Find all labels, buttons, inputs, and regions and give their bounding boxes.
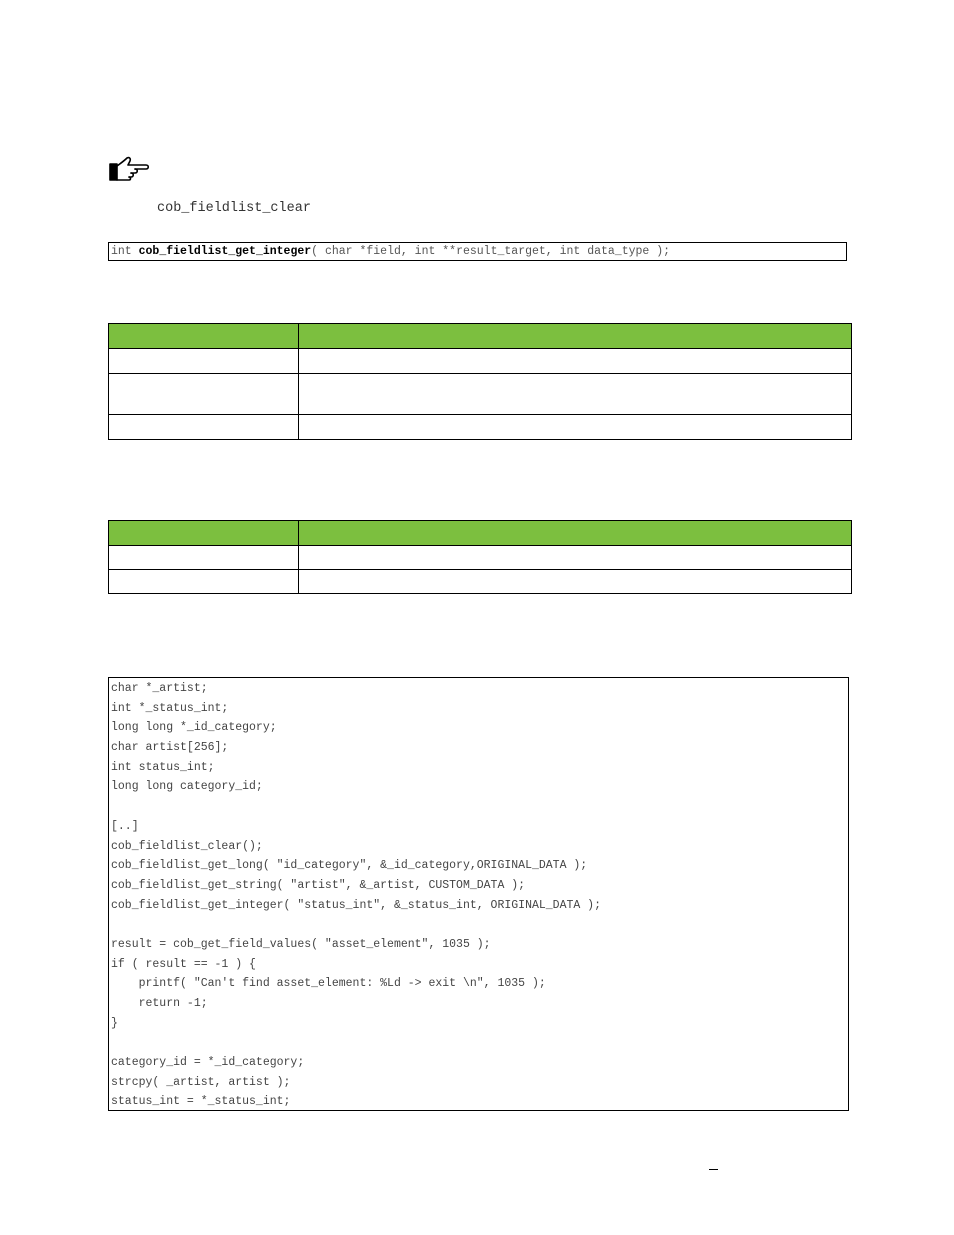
code-line: long long category_id; (111, 780, 263, 794)
code-line: [..] (111, 819, 139, 833)
table-header-cell (299, 324, 852, 349)
pointing-hand-icon (108, 155, 152, 183)
table-cell (299, 349, 852, 374)
table-row (109, 415, 852, 440)
signature-function-name: cob_fieldlist_get_integer (138, 245, 312, 258)
code-line: printf( "Can't find asset_element: %Ld -> exit \n", 1035 ); (111, 977, 546, 991)
code-line: cob_fieldlist_get_string( "artist", &_artist, CUSTOM_DATA ); (111, 878, 526, 892)
signature-return-type: int (111, 245, 132, 258)
code-line: cob_fieldlist_get_integer( "status_int", &_status_int, ORIGINAL_DATA ); (111, 898, 601, 912)
table-header-cell (299, 521, 852, 546)
table-cell (109, 374, 299, 415)
code-line: return -1; (111, 997, 208, 1010)
table-row (109, 349, 852, 374)
table-cell (109, 415, 299, 440)
table-header-cell (109, 521, 299, 546)
code-line: cob_fieldlist_clear(); (111, 839, 263, 853)
code-line: cob_fieldlist_get_long( "id_category", &_id_category,ORIGINAL_DATA ); (111, 859, 588, 873)
table-cell (299, 570, 852, 594)
code-line: long long *_id_category; (111, 721, 277, 735)
see-also-function[interactable]: cob_fieldlist_clear (157, 201, 311, 216)
code-line: char artist[256]; (111, 741, 229, 755)
table-cell (109, 546, 299, 570)
example-code-block (108, 677, 849, 1111)
page-footer-dash (709, 1169, 718, 1170)
table-header-row (109, 521, 852, 546)
parameters-table (108, 323, 852, 440)
code-line: if ( result == -1 ) { (111, 957, 256, 971)
code-line: strcpy( _artist, artist ); (111, 1075, 291, 1089)
table-cell (299, 415, 852, 440)
code-line (111, 1033, 848, 1053)
table-header-row (109, 324, 852, 349)
code-line: status_int = *_status_int; (111, 1095, 291, 1109)
code-line: } (111, 1016, 118, 1030)
table-header-cell (109, 324, 299, 349)
code-line (111, 915, 848, 935)
table-cell (109, 570, 299, 594)
signature-arguments: ( char *field, int **result_target, int data_type ); (311, 245, 671, 258)
code-line: result = cob_get_field_values( "asset_element", 1035 ); (111, 937, 491, 951)
code-line: int status_int; (111, 760, 215, 774)
table-cell (299, 374, 852, 415)
code-line (111, 797, 848, 817)
code-line: category_id = *_id_category; (111, 1056, 305, 1070)
table-cell (109, 349, 299, 374)
table-cell (299, 546, 852, 570)
table-row (109, 570, 852, 594)
table-row (109, 374, 852, 415)
return-values-table (108, 520, 852, 594)
table-row (109, 546, 852, 570)
code-line: char *_artist; (111, 682, 208, 695)
code-line: int *_status_int; (111, 701, 229, 715)
function-signature (108, 242, 847, 261)
